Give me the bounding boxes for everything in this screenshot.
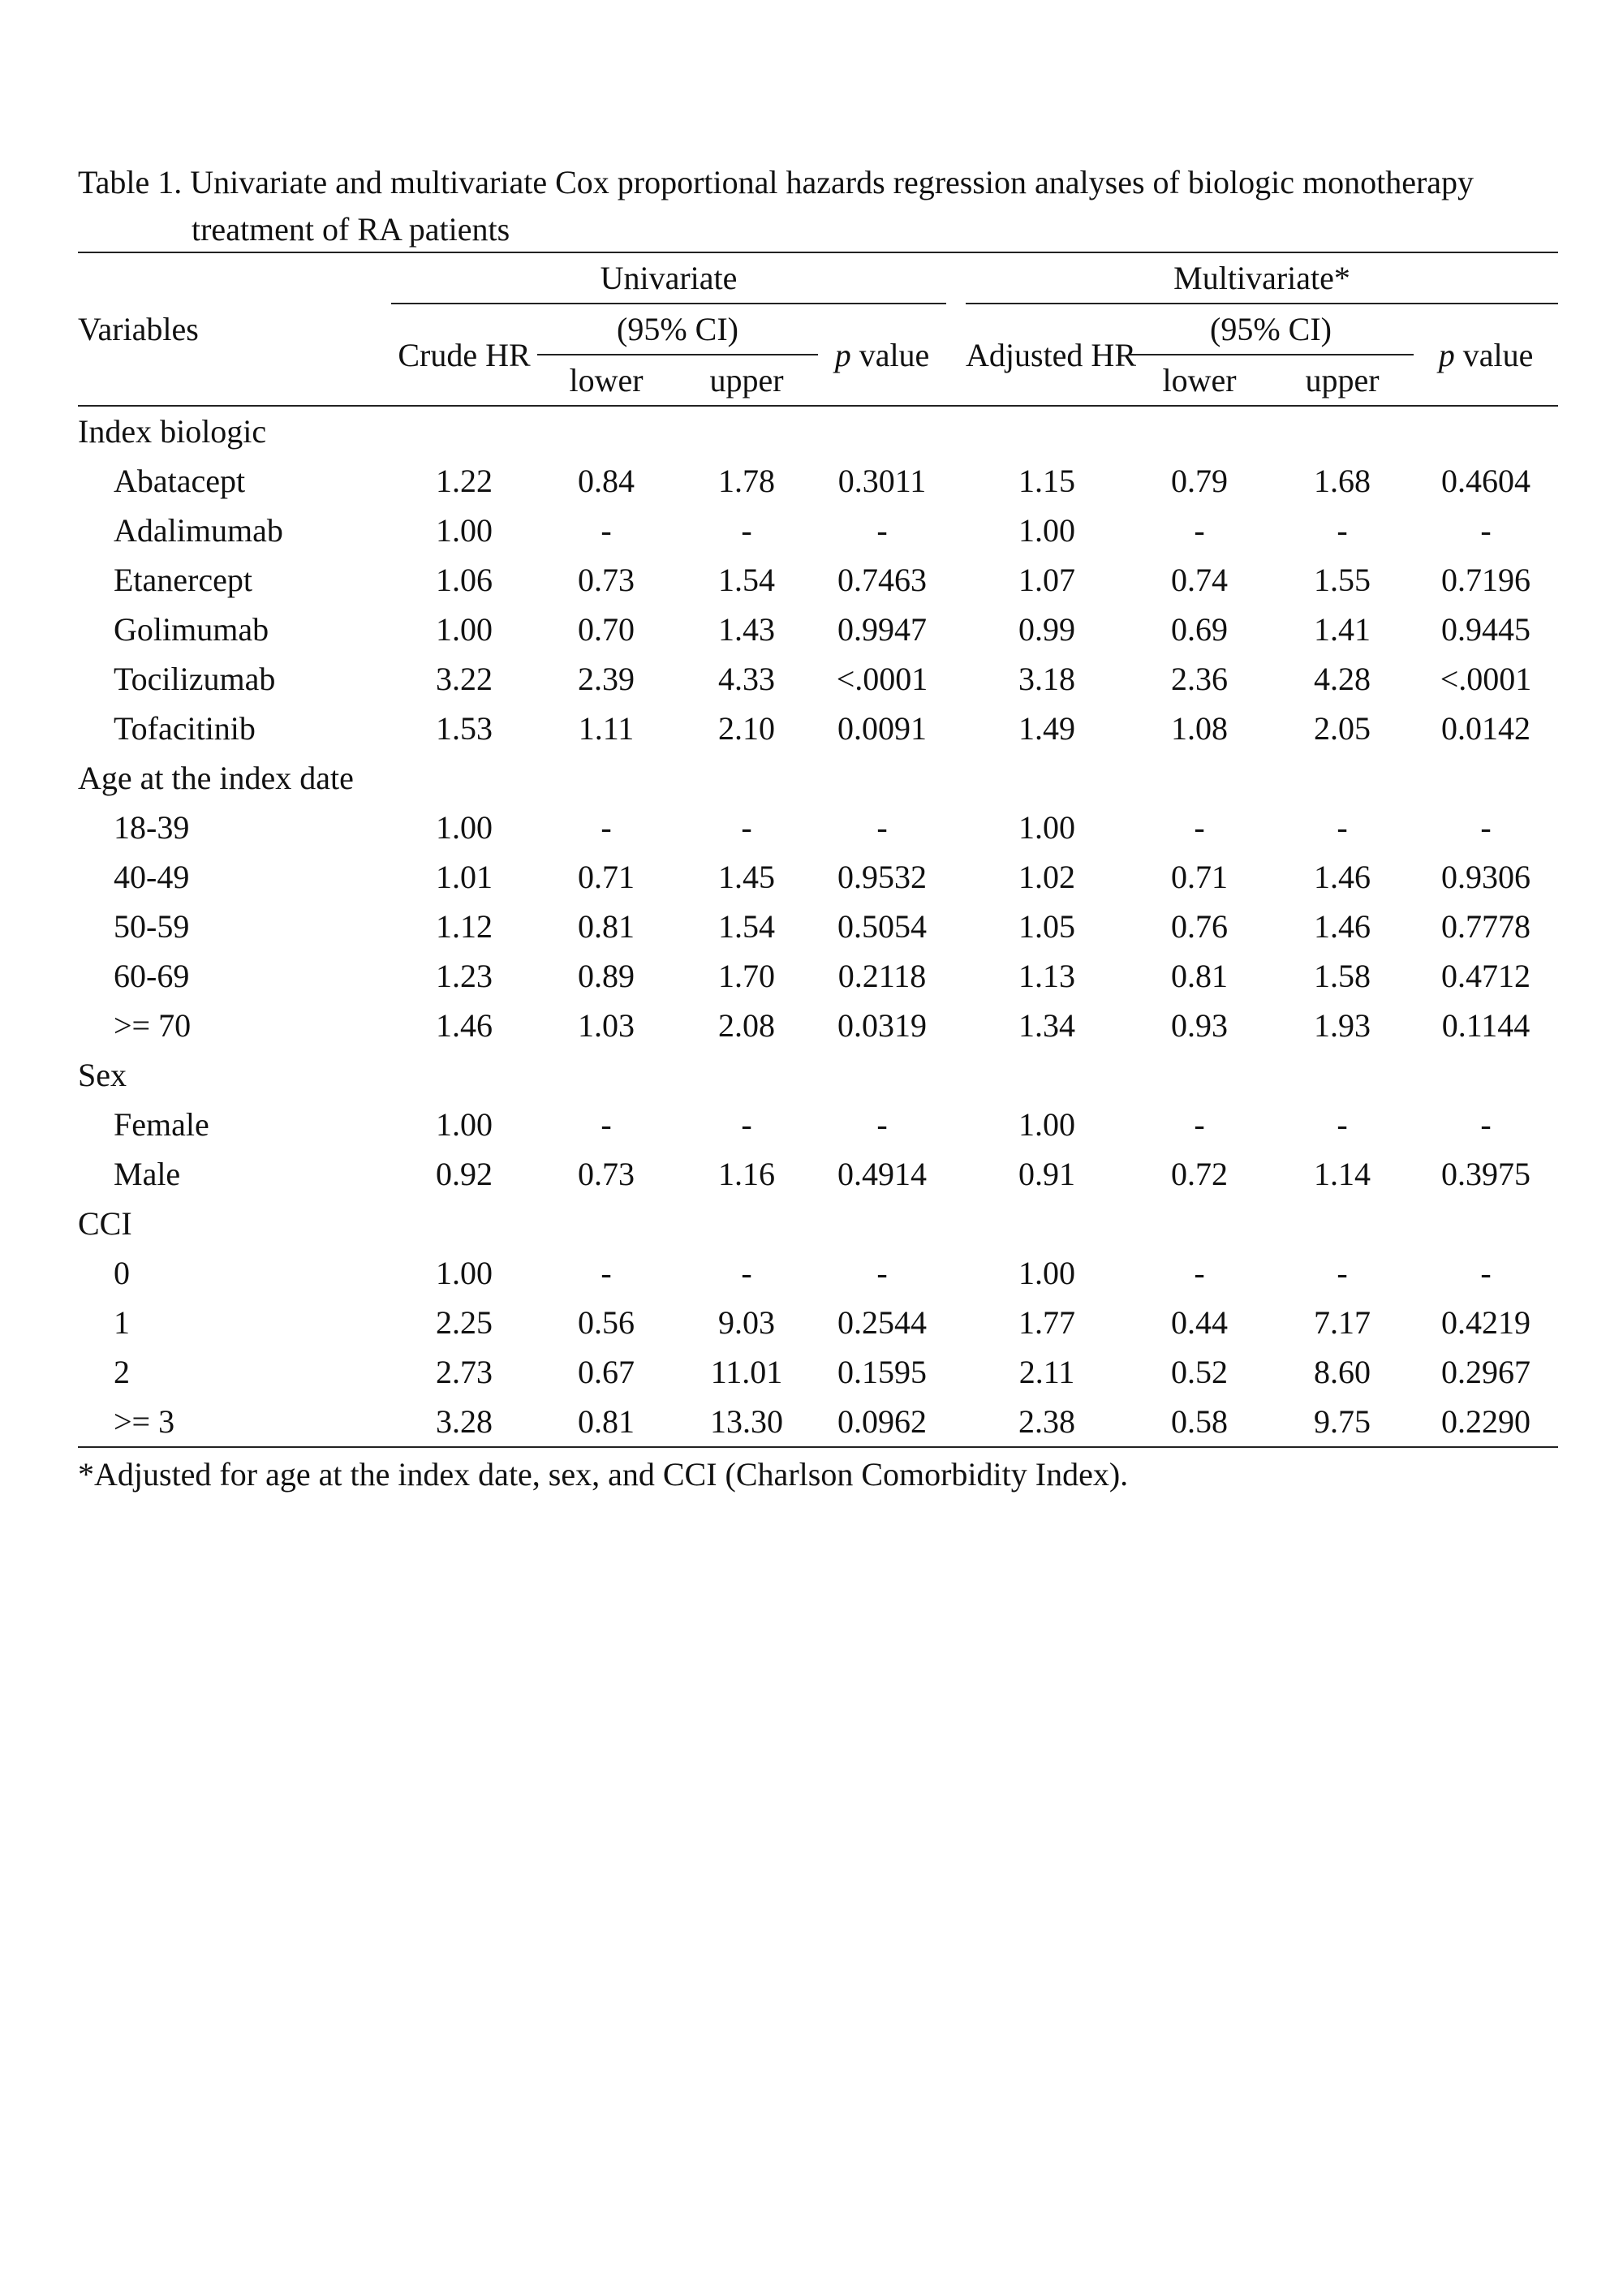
crude-hr-cell: 1.01	[436, 859, 493, 895]
multi-lower-cell: 0.79	[1171, 463, 1228, 499]
multi-upper-cell: 1.46	[1314, 859, 1371, 895]
multi-upper-cell: 1.93	[1314, 1007, 1371, 1044]
crude-hr-cell: 1.00	[436, 611, 493, 648]
crude-hr-cell: 0.92	[436, 1156, 493, 1192]
row-label: Male	[114, 1156, 181, 1192]
table-row	[78, 852, 1558, 902]
adjusted-hr-cell: 1.00	[1018, 1255, 1075, 1291]
uni-p-cell: -	[876, 1255, 888, 1291]
crude-hr-cell: 1.53	[436, 710, 493, 747]
uni-p-cell: 0.0091	[837, 710, 927, 747]
adjusted-hr-cell: 1.05	[1018, 908, 1075, 945]
multi-p-cell: 0.0142	[1441, 710, 1531, 747]
row-label: >= 70	[114, 1007, 192, 1044]
multi-upper-cell: -	[1337, 512, 1348, 549]
multi-lower-cell: 0.58	[1128, 1397, 1271, 1447]
adjusted-hr-cell: 0.99	[1018, 611, 1075, 648]
adjusted-hr-cell: 2.38	[966, 1397, 1128, 1447]
uni-lower-cell: 0.71	[578, 859, 635, 895]
uni-p-cell: 0.7463	[837, 562, 927, 598]
multi-upper-cell: 1.58	[1314, 958, 1371, 994]
uni-lower-cell: -	[601, 512, 612, 549]
multi-lower-cell: 0.44	[1171, 1304, 1228, 1341]
multi-p-cell: 0.7778	[1441, 908, 1531, 945]
group-row	[78, 1199, 1558, 1248]
uni-lower-cell: 0.56	[578, 1304, 635, 1341]
multi-lower-cell: -	[1194, 512, 1205, 549]
multi-upper-cell: 1.41	[1314, 611, 1371, 648]
crude-hr-cell: 1.12	[436, 908, 493, 945]
row-label: 1	[114, 1304, 130, 1341]
uni-upper-cell: -	[741, 512, 752, 549]
group-label: Index biologic	[78, 413, 267, 450]
caption-line-1: Table 1. Univariate and multivariate Cox proportional hazards regression analyses of biologic monotherapy	[78, 164, 1474, 200]
table-row	[78, 506, 1558, 555]
univariate-lower-heading: lower	[537, 355, 675, 406]
table-row	[78, 1298, 1558, 1347]
table-row	[78, 456, 1558, 506]
row-label: 60-69	[114, 958, 190, 994]
multi-p-cell: 0.4712	[1441, 958, 1531, 994]
row-label: Golimumab	[114, 611, 269, 648]
multi-upper-cell: 8.60	[1314, 1354, 1371, 1390]
uni-upper-cell: 1.45	[718, 859, 775, 895]
multi-p-cell: 0.2967	[1441, 1354, 1531, 1390]
uni-lower-cell: 1.11	[578, 710, 635, 747]
multi-upper-cell: 9.75	[1271, 1397, 1414, 1447]
multi-lower-cell: -	[1194, 809, 1205, 846]
uni-lower-cell: 0.89	[578, 958, 635, 994]
multi-lower-cell: 0.93	[1171, 1007, 1228, 1044]
multi-lower-cell: 0.71	[1171, 859, 1228, 895]
multi-p-cell: 0.1144	[1441, 1007, 1530, 1044]
uni-p-cell: 0.9947	[837, 611, 927, 648]
uni-lower-cell: 0.81	[578, 908, 635, 945]
multi-p-cell: 0.9306	[1441, 859, 1531, 895]
table-row	[78, 1248, 1558, 1298]
adjusted-hr-cell: 0.91	[1018, 1156, 1075, 1192]
table-row	[78, 654, 1558, 704]
crude-hr-cell: 1.00	[436, 512, 493, 549]
multi-upper-cell: 2.05	[1314, 710, 1371, 747]
multi-upper-cell: -	[1337, 1106, 1348, 1143]
adjusted-hr-cell: 1.13	[1018, 958, 1075, 994]
multi-p-cell: -	[1480, 1106, 1492, 1143]
uni-lower-cell: -	[601, 809, 612, 846]
uni-p-cell: 0.4914	[837, 1156, 927, 1192]
multi-upper-cell: 1.14	[1314, 1156, 1371, 1192]
group-label: Age at the index date	[78, 760, 354, 796]
table-row	[78, 555, 1558, 605]
group-row	[78, 753, 1558, 803]
variables-heading: Variables	[78, 304, 391, 406]
uni-p-cell: -	[876, 809, 888, 846]
multi-p-cell: 0.2290	[1414, 1397, 1558, 1447]
uni-upper-cell: 13.30	[675, 1397, 818, 1447]
table-caption	[78, 159, 1563, 253]
multi-p-cell: 0.4219	[1441, 1304, 1531, 1341]
uni-lower-cell: 0.84	[578, 463, 635, 499]
header-row-1	[78, 252, 1558, 304]
row-label: 40-49	[114, 859, 190, 895]
table-row	[78, 605, 1558, 654]
uni-p-cell: <.0001	[836, 661, 928, 697]
table-body	[78, 406, 1558, 1447]
uni-p-cell: 0.0319	[837, 1007, 927, 1044]
caption-line-2: treatment of RA patients	[192, 211, 510, 248]
multivariate-ci-heading: (95% CI)	[1210, 311, 1332, 347]
row-label: Tofacitinib	[114, 710, 256, 747]
crude-hr-cell: 1.00	[436, 809, 493, 846]
multi-p-cell: 0.7196	[1441, 562, 1531, 598]
adjusted-hr-cell: 1.49	[1018, 710, 1075, 747]
crude-hr-cell: 1.00	[436, 1106, 493, 1143]
univariate-upper-heading: upper	[675, 355, 818, 406]
table-row	[78, 951, 1558, 1001]
multi-upper-cell: 1.68	[1314, 463, 1371, 499]
row-label: >= 3	[78, 1397, 391, 1447]
table-row	[78, 1100, 1558, 1149]
uni-upper-cell: 1.78	[718, 463, 775, 499]
adjusted-hr-cell: 1.00	[1018, 809, 1075, 846]
crude-hr-heading: Crude HR	[391, 304, 537, 406]
multivariate-upper-heading: upper	[1271, 355, 1414, 406]
uni-upper-cell: 1.54	[718, 908, 775, 945]
group-row	[78, 406, 1558, 456]
uni-lower-cell: -	[601, 1255, 612, 1291]
row-label: Abatacept	[114, 463, 246, 499]
uni-lower-cell: 0.73	[578, 1156, 635, 1192]
univariate-p-heading: p value	[818, 304, 946, 406]
uni-lower-cell: 0.73	[578, 562, 635, 598]
uni-lower-cell: 0.67	[578, 1354, 635, 1390]
uni-p-cell: -	[876, 512, 888, 549]
adjusted-hr-cell: 1.00	[1018, 1106, 1075, 1143]
uni-lower-cell: 1.03	[578, 1007, 635, 1044]
multi-lower-cell: -	[1194, 1106, 1205, 1143]
uni-upper-cell: 2.08	[718, 1007, 775, 1044]
crude-hr-cell: 3.22	[436, 661, 493, 697]
univariate-ci-heading: (95% CI)	[617, 311, 738, 347]
table-row	[78, 1397, 1558, 1447]
crude-hr-cell: 3.28	[391, 1397, 537, 1447]
table-row	[78, 1347, 1558, 1397]
crude-hr-cell: 1.00	[436, 1255, 493, 1291]
adjusted-hr-cell: 1.15	[1018, 463, 1075, 499]
multi-lower-cell: 0.74	[1171, 562, 1228, 598]
multi-upper-cell: 4.28	[1314, 661, 1371, 697]
uni-upper-cell: 1.54	[718, 562, 775, 598]
uni-lower-cell: 0.81	[537, 1397, 675, 1447]
table-footnote: *Adjusted for age at the index date, sex, and CCI (Charlson Comorbidity Index).	[78, 1456, 1129, 1493]
crude-hr-cell: 2.25	[436, 1304, 493, 1341]
uni-p-cell: 0.9532	[837, 859, 927, 895]
uni-upper-cell: 2.10	[718, 710, 775, 747]
table-row	[78, 1001, 1558, 1050]
multi-p-cell: 0.9445	[1441, 611, 1531, 648]
crude-hr-cell: 1.23	[436, 958, 493, 994]
crude-hr-cell: 2.73	[436, 1354, 493, 1390]
multi-lower-cell: 1.08	[1171, 710, 1228, 747]
crude-hr-cell: 1.46	[436, 1007, 493, 1044]
crude-hr-cell: 1.22	[436, 463, 493, 499]
row-label: Etanercept	[114, 562, 252, 598]
uni-p-cell: 0.2118	[837, 958, 927, 994]
uni-upper-cell: 1.70	[718, 958, 775, 994]
adjusted-hr-cell: 1.00	[1018, 512, 1075, 549]
table-row	[78, 902, 1558, 951]
multi-lower-cell: 2.36	[1171, 661, 1228, 697]
uni-upper-cell: 1.43	[718, 611, 775, 648]
row-label: 0	[114, 1255, 130, 1291]
multi-p-cell: -	[1480, 809, 1492, 846]
adjusted-hr-cell: 1.34	[1018, 1007, 1075, 1044]
group-label: Sex	[78, 1057, 127, 1093]
uni-upper-cell: 4.33	[718, 661, 775, 697]
multi-upper-cell: 1.55	[1314, 562, 1371, 598]
multi-lower-cell: 0.69	[1171, 611, 1228, 648]
adjusted-hr-cell: 3.18	[1018, 661, 1075, 697]
multi-p-cell: 0.4604	[1441, 463, 1531, 499]
adjusted-hr-cell: 1.07	[1018, 562, 1075, 598]
adjusted-hr-cell: 2.11	[1018, 1354, 1075, 1390]
multivariate-p-heading: p value	[1414, 304, 1558, 406]
multi-lower-cell: 0.76	[1171, 908, 1228, 945]
uni-upper-cell: -	[741, 809, 752, 846]
multi-lower-cell: 0.52	[1171, 1354, 1228, 1390]
group-label: CCI	[78, 1205, 132, 1242]
uni-lower-cell: 2.39	[578, 661, 635, 697]
multi-lower-cell: 0.72	[1171, 1156, 1228, 1192]
uni-upper-cell: -	[741, 1255, 752, 1291]
row-label: Tocilizumab	[114, 661, 276, 697]
table-row	[78, 704, 1558, 753]
uni-p-cell: 0.2544	[837, 1304, 927, 1341]
group-row	[78, 1050, 1558, 1100]
table-row	[78, 803, 1558, 852]
row-label: 50-59	[114, 908, 190, 945]
uni-p-cell: -	[876, 1106, 888, 1143]
header-row-2	[78, 304, 1558, 355]
row-label: 18-39	[114, 809, 190, 846]
uni-upper-cell: 9.03	[718, 1304, 775, 1341]
multi-upper-cell: 7.17	[1314, 1304, 1371, 1341]
uni-p-cell: 0.5054	[837, 908, 927, 945]
uni-p-cell: 0.1595	[837, 1354, 927, 1390]
uni-upper-cell: 1.16	[718, 1156, 775, 1192]
uni-upper-cell: -	[741, 1106, 752, 1143]
adjusted-hr-cell: 1.77	[1018, 1304, 1075, 1341]
row-label: Female	[114, 1106, 209, 1143]
multi-p-cell: -	[1480, 1255, 1492, 1291]
table-row	[78, 1149, 1558, 1199]
univariate-heading: Univariate	[391, 252, 946, 304]
results-table	[78, 252, 1558, 1448]
multi-lower-cell: -	[1194, 1255, 1205, 1291]
multi-upper-cell: -	[1337, 809, 1348, 846]
multi-p-cell: <.0001	[1440, 661, 1532, 697]
uni-p-cell: 0.0962	[818, 1397, 946, 1447]
multi-lower-cell: 0.81	[1171, 958, 1228, 994]
multivariate-lower-heading: lower	[1128, 355, 1271, 406]
uni-lower-cell: 0.70	[578, 611, 635, 648]
row-label: 2	[114, 1354, 130, 1390]
uni-p-cell: 0.3011	[837, 463, 927, 499]
multi-upper-cell: -	[1337, 1255, 1348, 1291]
row-label: Adalimumab	[114, 512, 283, 549]
uni-upper-cell: 11.01	[710, 1354, 783, 1390]
multi-p-cell: -	[1480, 512, 1492, 549]
adjusted-hr-cell: 1.02	[1018, 859, 1075, 895]
multi-p-cell: 0.3975	[1441, 1156, 1531, 1192]
crude-hr-cell: 1.06	[436, 562, 493, 598]
multivariate-heading: Multivariate*	[966, 252, 1558, 304]
adjusted-hr-heading: Adjusted HR	[966, 304, 1128, 406]
uni-lower-cell: -	[601, 1106, 612, 1143]
multi-upper-cell: 1.46	[1314, 908, 1371, 945]
